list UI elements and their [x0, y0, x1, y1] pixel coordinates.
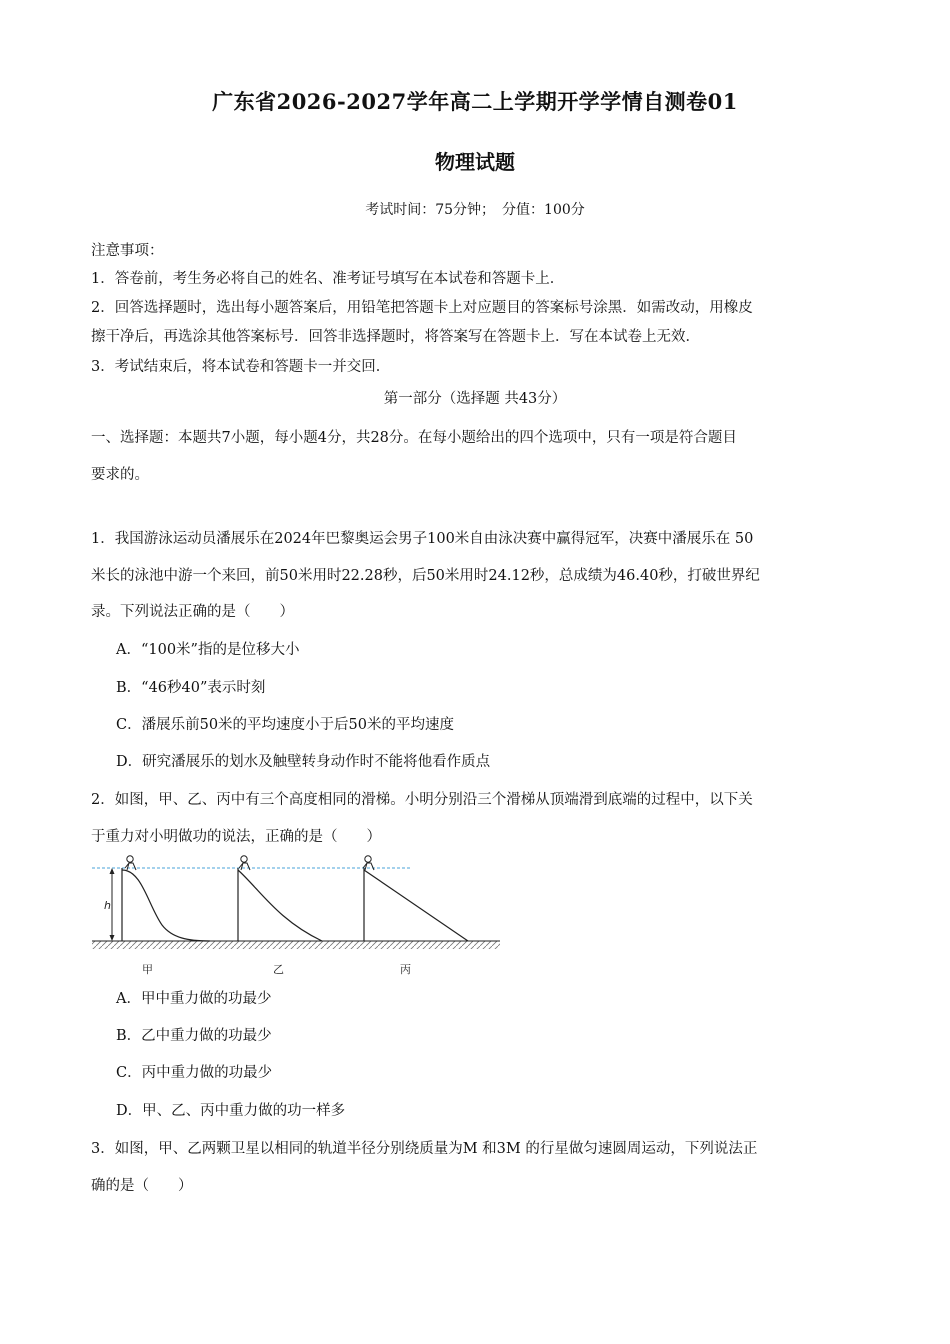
question-1-text: 米长的泳池中游一个来回，前50米用时22.28秒，后50米用时24.12秒，总成绩为46.40秒，打破世界纪 — [91, 568, 760, 584]
question-2-option-a: A．甲中重力做的功最少 — [116, 991, 272, 1007]
ground-hatch — [92, 941, 500, 949]
note-item: 1．答卷前，考生务必将自己的姓名、准考证号填写在本试卷和答题卡上． — [91, 271, 565, 287]
question-2-text: 于重力对小明做功的说法，正确的是（ ） — [91, 829, 381, 845]
note-item: 2．回答选择题时，选出每小题答案后，用铅笔把答题卡上对应题目的答案标号涂黑．如需改动，用橡皮 — [91, 300, 753, 316]
height-label: h — [104, 899, 111, 912]
question-2-option-b: B．乙中重力做的功最少 — [116, 1028, 272, 1044]
part-title: 第一部分（选择题 共43分） — [383, 391, 567, 407]
slides-figure — [90, 850, 502, 980]
exam-info: 考试时间：75分钟； 分值：100分 — [365, 202, 585, 218]
label-jia: 甲 — [142, 963, 153, 976]
label-yi: 乙 — [273, 963, 284, 976]
question-1-text: 1．我国游泳运动员潘展乐在2024年巴黎奥运会男子100米自由泳决赛中赢得冠军，决赛中潘展乐在 50 — [91, 531, 754, 547]
question-3-text: 3．如图，甲、乙两颗卫星以相同的轨道半径分别绕质量为M 和3M 的行星做匀速圆周运动，下列说法正 — [91, 1141, 758, 1157]
question-2-option-c: C．丙中重力做的功最少 — [116, 1065, 273, 1081]
section-instructions: 要求的。 — [91, 467, 149, 483]
note-item: 擦干净后，再选涂其他答案标号．回答非选择题时，将答案写在答题卡上．写在本试卷上无效． — [91, 329, 700, 345]
slide-yi — [238, 856, 322, 941]
question-1-option-d: D．研究潘展乐的划水及触壁转身动作时不能将他看作质点 — [116, 754, 491, 770]
slide-jia — [122, 856, 210, 941]
question-1-option-a: A．“100米”指的是位移大小 — [116, 642, 300, 658]
notes-heading: 注意事项： — [91, 243, 164, 259]
question-2-text: 2．如图，甲、乙、丙中有三个高度相同的滑梯。小明分别沿三个滑梯从顶端滑到底端的过程中，以下关 — [91, 792, 753, 808]
page-title: 广东省2026-2027学年高二上学期开学学情自测卷01 — [212, 89, 738, 114]
note-item: 3．考试结束后，将本试卷和答题卡一并交回． — [91, 359, 391, 375]
question-2-option-d: D．甲、乙、丙中重力做的功一样多 — [116, 1103, 346, 1119]
label-bing: 丙 — [400, 963, 411, 976]
question-1-text: 录。下列说法正确的是（ ） — [91, 604, 294, 620]
question-3-text: 确的是（ ） — [91, 1178, 193, 1194]
subject-title: 物理试题 — [435, 150, 515, 174]
slide-bing — [363, 856, 468, 941]
question-1-option-b: B．“46秒40”表示时刻 — [116, 680, 266, 696]
question-1-option-c: C．潘展乐前50米的平均速度小于后50米的平均速度 — [116, 717, 454, 733]
section-instructions: 一、选择题：本题共7小题，每小题4分，共28分。在每小题给出的四个选项中，只有一项是符合题目 — [91, 430, 737, 446]
